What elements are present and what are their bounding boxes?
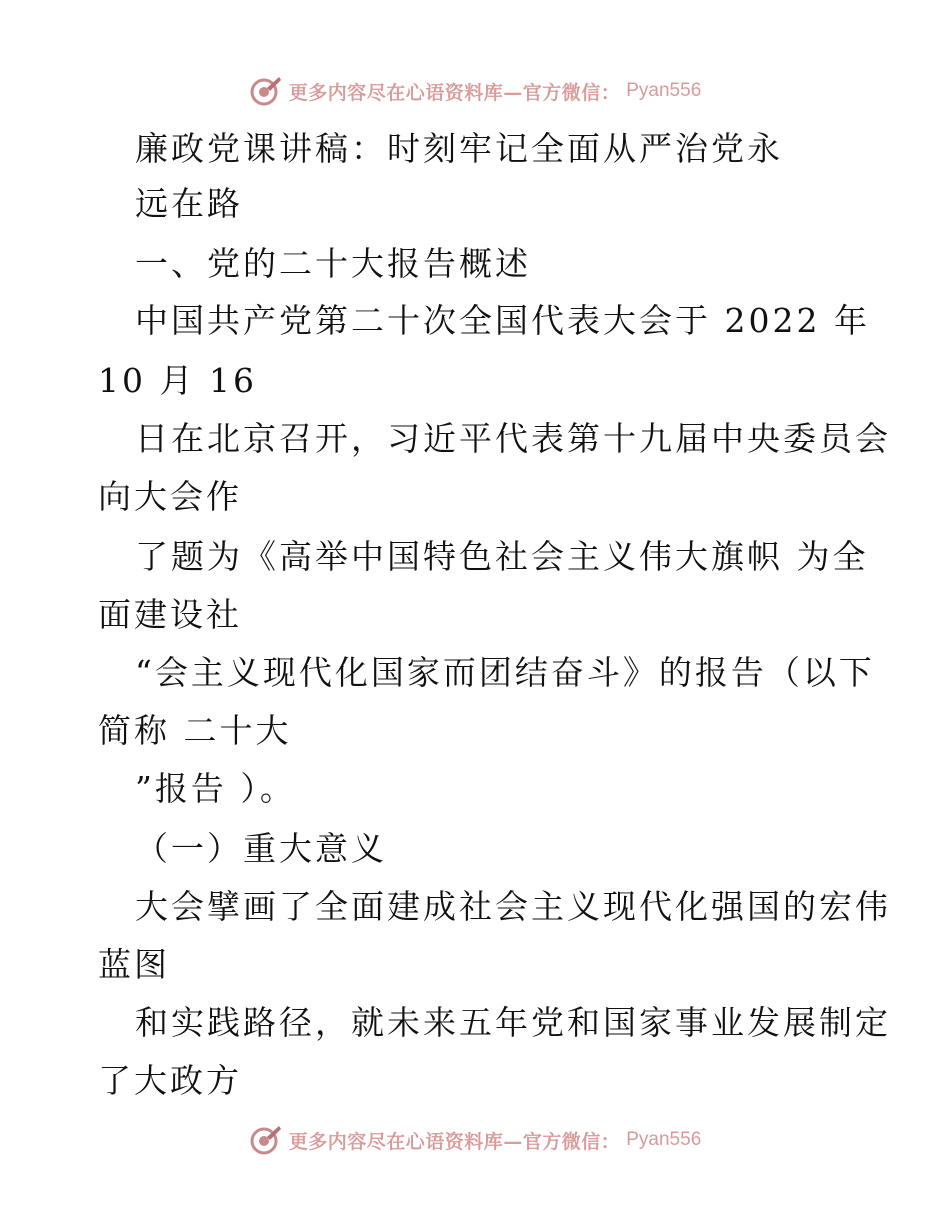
- subsection-heading: （一）重大意义: [135, 829, 387, 868]
- paragraph-line: 中国共产党第二十次全国代表大会于 2022 年: [135, 301, 870, 340]
- pen-logo-icon: [249, 1123, 283, 1157]
- watermark-id: Pyan556: [626, 1129, 702, 1150]
- section-heading: 一、党的二十大报告概述: [135, 244, 531, 283]
- paragraph-line: 蓝图: [98, 945, 170, 984]
- paragraph-line: 了题为《高举中国特色社会主义伟大旗帜 为全: [135, 537, 869, 576]
- header-watermark: [0, 71, 950, 111]
- footer-watermark: [0, 1120, 950, 1160]
- paragraph-line: 日在北京召开，习近平代表第十九届中央委员会: [135, 419, 891, 458]
- paragraph-line: 了大政方: [98, 1061, 242, 1100]
- watermark-text: 更多内容尽在心语资料库—官方微信：: [288, 1130, 621, 1153]
- paragraph-line: 和实践路径，就未来五年党和国家事业发展制定: [135, 1003, 891, 1042]
- paragraph-line: 向大会作: [98, 477, 242, 516]
- paragraph-line: 面建设社: [98, 595, 242, 634]
- title-line-1: 廉政党课讲稿：时刻牢记全面从严治党永: [135, 129, 783, 168]
- pen-logo-icon: [249, 74, 283, 108]
- paragraph-line: “会主义现代化国家而团结奋斗》的报告（以下: [135, 653, 875, 692]
- watermark-id: Pyan556: [626, 80, 702, 101]
- paragraph-line: 大会擘画了全面建成社会主义现代化强国的宏伟: [135, 887, 891, 926]
- paragraph-line: 简称 二十大: [98, 711, 292, 750]
- title-line-2: 远在路: [135, 184, 243, 223]
- paragraph-line: 10 月 16: [98, 361, 257, 400]
- paragraph-line: ”报告 ）。: [135, 769, 296, 808]
- watermark-text: 更多内容尽在心语资料库—官方微信：: [288, 81, 621, 104]
